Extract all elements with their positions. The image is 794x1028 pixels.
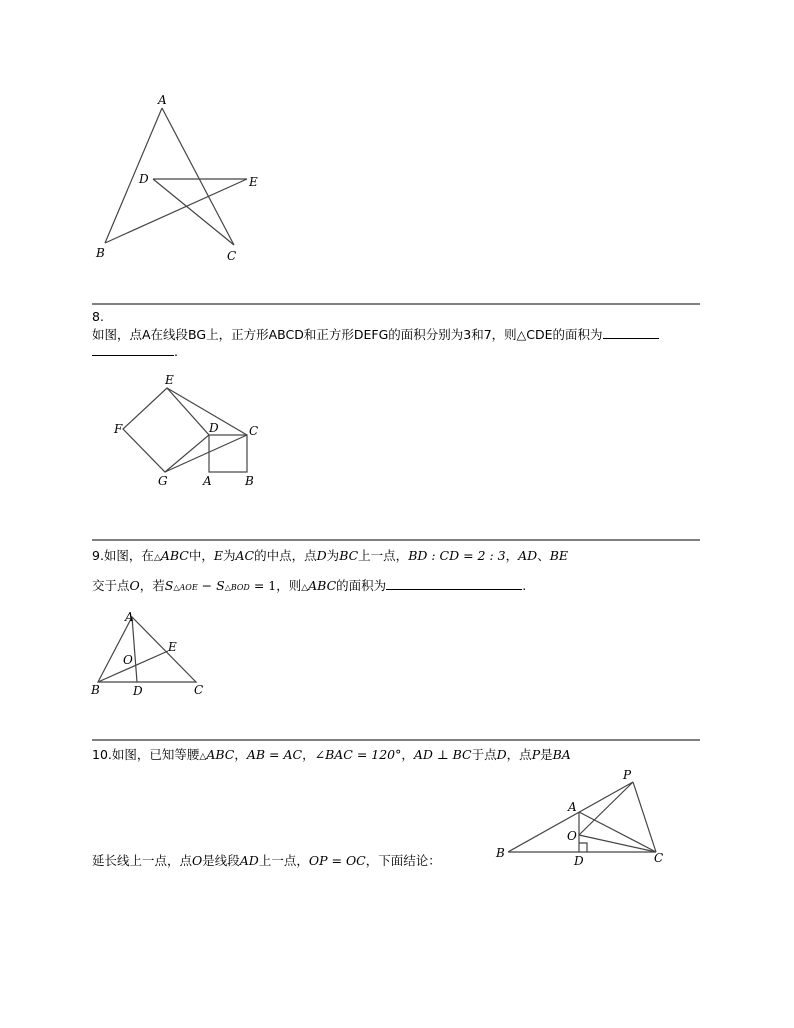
q10-line1 xyxy=(92,746,571,766)
q8-label-a: A xyxy=(203,474,212,488)
q10-c3: ， xyxy=(401,747,414,762)
q10-perp: AD ⊥ BC xyxy=(413,747,472,762)
q8-text: 如图，点A在线段BG上，正方形ABCD和正方形DEFG的面积分别为3和7，则△CDE的面积为 xyxy=(92,327,603,342)
q10-abc: ABC xyxy=(206,747,235,762)
q8-end: . xyxy=(174,344,178,359)
q10-c1: ， xyxy=(234,747,247,762)
q9-p4: 的中点，点 xyxy=(254,548,317,563)
q10-tri-symbol: △ xyxy=(199,752,207,762)
q9-d: D xyxy=(316,548,327,563)
q9-be: BE xyxy=(549,548,569,563)
q8-label-d: D xyxy=(209,421,219,435)
fig1-label-d: D xyxy=(139,172,149,186)
q10-ad: AD xyxy=(239,853,259,868)
q10-p2: 于点 xyxy=(471,747,497,762)
q10-p3: ，点 xyxy=(506,747,532,762)
q8-label-b: B xyxy=(245,474,254,488)
q10-angle: ∠BAC = 120° xyxy=(314,747,402,762)
fig1-label-a: A xyxy=(158,93,167,107)
figure-q8-squares xyxy=(110,372,270,492)
q9-label-e: E xyxy=(168,640,177,654)
q9-s2: S xyxy=(216,578,225,593)
q9-label-c: C xyxy=(194,683,204,697)
q9-e: E xyxy=(213,548,224,563)
q9-l2-p3: ，则 xyxy=(276,578,302,593)
q10-p1: 10.如图，已知等腰 xyxy=(92,747,200,762)
fig1-label-e: E xyxy=(249,175,258,189)
q9-ratio: BD : CD = 2 : 3 xyxy=(408,548,506,563)
q9-bc: BC xyxy=(339,548,359,563)
q10-l2-p1: 延长线上一点，点 xyxy=(92,853,193,868)
separator-3 xyxy=(92,739,700,741)
q9-ac: AC xyxy=(235,548,255,563)
q10-line2 xyxy=(92,852,441,870)
q10-label-p: P xyxy=(623,768,632,782)
q9-l2-p1: 交于点 xyxy=(92,578,130,593)
q9-area-expression xyxy=(165,578,276,593)
fig1-label-c: C xyxy=(227,249,237,263)
q9-tri-symbol: △ xyxy=(153,553,161,563)
q9-sub2: △BOD xyxy=(224,583,250,592)
figure-q9-triangle xyxy=(88,605,218,705)
q8-label-e: E xyxy=(165,373,174,387)
q8-label-f: F xyxy=(114,422,123,436)
q10-ba: BA xyxy=(552,747,571,762)
q10-label-a: A xyxy=(568,800,577,814)
q10-label-o: O xyxy=(567,829,577,843)
q8-line2 xyxy=(92,343,178,361)
q10-eq1: AB = AC xyxy=(246,747,303,762)
q10-d: D xyxy=(496,747,507,762)
q9-l2-p4: 的面积为 xyxy=(336,578,387,593)
q9-p8: 、 xyxy=(537,548,550,563)
q9-sub1: △AOE xyxy=(173,583,198,592)
q9-p2: 中， xyxy=(188,548,214,563)
q9-line2 xyxy=(92,577,526,597)
q10-c2: ， xyxy=(302,747,315,762)
q9-o: O xyxy=(129,578,140,593)
separator-2 xyxy=(92,539,700,541)
q9-l2-p2: ，若 xyxy=(139,578,165,593)
q9-p5: 为 xyxy=(326,548,340,563)
q10-label-b: B xyxy=(496,846,505,860)
figure-q10-isosceles-triangle xyxy=(490,765,680,870)
q9-tri-symbol-2: △ xyxy=(301,583,309,593)
q9-label-d: D xyxy=(133,684,143,698)
q10-label-c: C xyxy=(654,851,664,865)
q9-abc: ABC xyxy=(160,548,189,563)
q10-eq2: OP = OC xyxy=(308,853,366,868)
q8-line1 xyxy=(92,326,659,344)
q9-p7: ， xyxy=(505,548,519,563)
q10-p4: 是 xyxy=(540,747,553,762)
q8-answer-blank-part2[interactable] xyxy=(92,343,174,356)
q9-end: . xyxy=(522,578,527,593)
q9-label-o: O xyxy=(123,653,133,667)
q9-p1: 9.如图，在 xyxy=(92,548,154,563)
q9-s1: S xyxy=(164,578,174,593)
q9-abc-2: ABC xyxy=(308,578,337,593)
q10-o: O xyxy=(192,853,203,868)
figure-1-star-triangles xyxy=(90,90,270,270)
q9-answer-blank[interactable] xyxy=(386,577,522,590)
q8-label-c: C xyxy=(249,424,259,438)
q10-l2-p4: ，下面结论： xyxy=(365,853,441,868)
q9-label-a: A xyxy=(125,610,134,624)
q10-label-d: D xyxy=(574,854,584,868)
q9-line1 xyxy=(92,547,568,567)
q8-number: 8. xyxy=(92,309,104,324)
q8-answer-blank-part1[interactable] xyxy=(603,326,659,339)
separator-1 xyxy=(92,303,700,305)
q9-label-b: B xyxy=(91,683,100,697)
q9-eq: = 1 xyxy=(249,578,277,593)
q9-minus: − xyxy=(197,578,217,593)
q10-l2-p3: 上一点， xyxy=(258,853,309,868)
q10-p: P xyxy=(531,747,541,762)
q9-p3: 为 xyxy=(223,548,236,563)
q10-l2-p2: 是线段 xyxy=(202,853,240,868)
q9-p6: 上一点， xyxy=(358,548,409,563)
q8-label-g: G xyxy=(158,474,168,488)
q9-ad: AD xyxy=(518,548,538,563)
fig1-label-b: B xyxy=(96,246,105,260)
